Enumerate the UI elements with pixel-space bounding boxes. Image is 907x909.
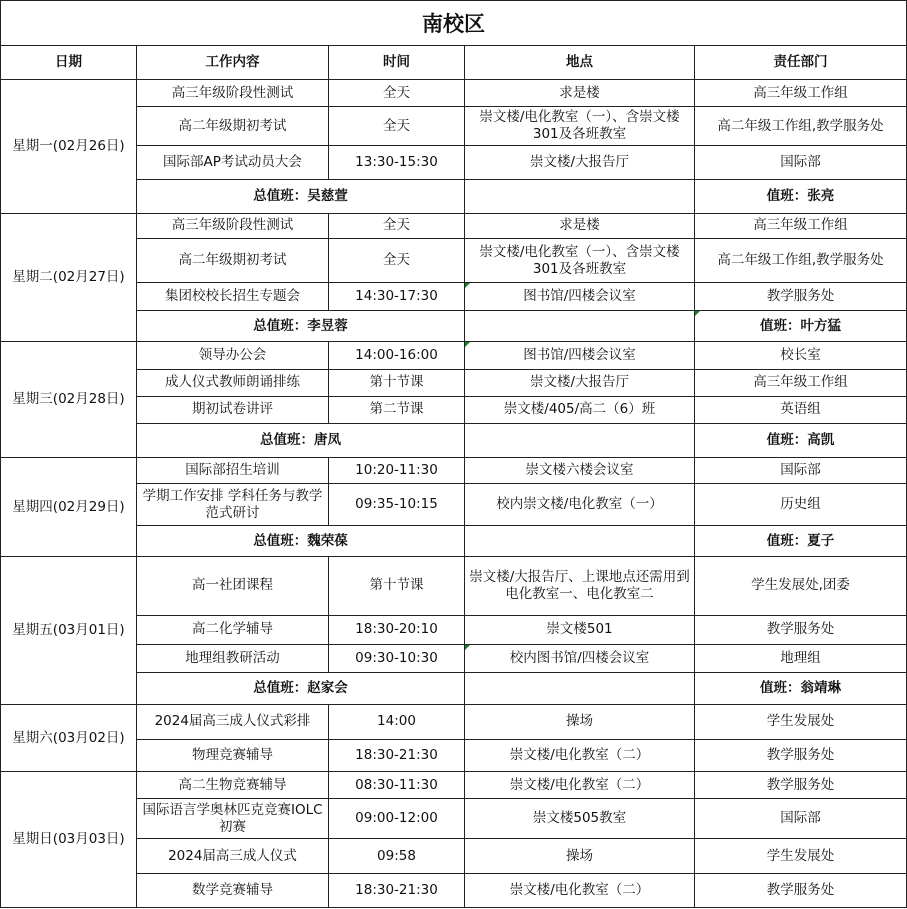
time-cell: 全天	[329, 107, 465, 145]
time-cell: 第十节课	[329, 557, 465, 615]
work-content: 高二生物竞赛辅导	[137, 772, 329, 799]
place-cell: 操场	[465, 839, 695, 873]
time-cell: 全天	[329, 238, 465, 282]
work-content: 物理竞赛辅导	[137, 740, 329, 772]
time-cell: 18:30-21:30	[329, 873, 465, 907]
duty-officer: 值班：夏子	[695, 526, 907, 557]
chief-duty: 总值班：魏荣葆	[137, 526, 465, 557]
work-content: 2024届高三成人仪式彩排	[137, 704, 329, 739]
day-label: 星期一(02月26日)	[1, 80, 137, 214]
work-content: 高三年级阶段性测试	[137, 80, 329, 107]
place-cell: 崇文楼/电化教室（二）	[465, 873, 695, 907]
time-cell: 全天	[329, 213, 465, 238]
place-cell: 崇文楼/大报告厅、上课地点还需用到电化教室一、电化教室二	[465, 557, 695, 615]
place-cell: 图书馆/四楼会议室	[465, 283, 695, 311]
blank-cell	[465, 423, 695, 457]
dept-cell: 高二年级工作组,教学服务处	[695, 238, 907, 282]
day-label: 星期五(03月01日)	[1, 557, 137, 705]
header-dept: 责任部门	[695, 46, 907, 80]
work-content: 期初试卷讲评	[137, 396, 329, 423]
dept-cell: 教学服务处	[695, 283, 907, 311]
header-place: 地点	[465, 46, 695, 80]
place-cell: 崇文楼505教室	[465, 799, 695, 839]
day-label: 星期二(02月27日)	[1, 213, 137, 342]
place-cell: 校内图书馆/四楼会议室	[465, 644, 695, 672]
dept-cell: 国际部	[695, 145, 907, 179]
header-content: 工作内容	[137, 46, 329, 80]
place-cell: 崇文楼/电化教室（一）、含崇文楼301及各班教室	[465, 107, 695, 145]
work-content: 地理组教研活动	[137, 644, 329, 672]
place-cell: 图书馆/四楼会议室	[465, 342, 695, 369]
dept-cell: 教学服务处	[695, 615, 907, 644]
dept-cell: 国际部	[695, 799, 907, 839]
day-label: 星期三(02月28日)	[1, 342, 137, 457]
chief-duty: 总值班：唐凤	[137, 423, 465, 457]
dept-cell: 校长室	[695, 342, 907, 369]
work-content: 高三年级阶段性测试	[137, 213, 329, 238]
dept-cell: 高二年级工作组,教学服务处	[695, 107, 907, 145]
duty-officer: 值班：叶方猛	[695, 311, 907, 342]
dept-cell: 教学服务处	[695, 740, 907, 772]
dept-cell: 国际部	[695, 457, 907, 483]
place-cell: 求是楼	[465, 213, 695, 238]
time-cell: 09:00-12:00	[329, 799, 465, 839]
time-cell: 14:30-17:30	[329, 283, 465, 311]
dept-cell: 学生发展处,团委	[695, 557, 907, 615]
duty-officer: 值班：翁靖琳	[695, 672, 907, 704]
time-cell: 全天	[329, 80, 465, 107]
work-content: 学期工作安排 学科任务与教学范式研讨	[137, 483, 329, 525]
dept-cell: 英语组	[695, 396, 907, 423]
work-content: 成人仪式教师朗诵排练	[137, 369, 329, 396]
header-time: 时间	[329, 46, 465, 80]
place-cell: 崇文楼/405/高二（6）班	[465, 396, 695, 423]
place-cell: 崇文楼/电化教室（二）	[465, 740, 695, 772]
dept-cell: 高三年级工作组	[695, 213, 907, 238]
time-cell: 09:30-10:30	[329, 644, 465, 672]
time-cell: 09:35-10:15	[329, 483, 465, 525]
blank-cell	[465, 311, 695, 342]
dept-cell: 教学服务处	[695, 772, 907, 799]
place-cell: 崇文楼/大报告厅	[465, 145, 695, 179]
work-content: 国际部招生培训	[137, 457, 329, 483]
dept-cell: 学生发展处	[695, 839, 907, 873]
dept-cell: 地理组	[695, 644, 907, 672]
work-content: 高一社团课程	[137, 557, 329, 615]
place-cell: 崇文楼/电化教室（二）	[465, 772, 695, 799]
place-cell: 校内崇文楼/电化教室（一）	[465, 483, 695, 525]
time-cell: 18:30-21:30	[329, 740, 465, 772]
work-content: 高二化学辅导	[137, 615, 329, 644]
dept-cell: 历史组	[695, 483, 907, 525]
work-content: 高二年级期初考试	[137, 238, 329, 282]
place-cell: 崇文楼/电化教室（一）、含崇文楼301及各班教室	[465, 238, 695, 282]
work-content: 数学竞赛辅导	[137, 873, 329, 907]
work-content: 高二年级期初考试	[137, 107, 329, 145]
time-cell: 14:00-16:00	[329, 342, 465, 369]
work-content: 领导办公会	[137, 342, 329, 369]
time-cell: 09:58	[329, 839, 465, 873]
chief-duty: 总值班：李昱蓉	[137, 311, 465, 342]
time-cell: 18:30-20:10	[329, 615, 465, 644]
time-cell: 10:20-11:30	[329, 457, 465, 483]
duty-officer: 值班：张亮	[695, 179, 907, 213]
time-cell: 14:00	[329, 704, 465, 739]
dept-cell: 教学服务处	[695, 873, 907, 907]
blank-cell	[465, 672, 695, 704]
work-content: 国际部AP考试动员大会	[137, 145, 329, 179]
place-cell: 操场	[465, 704, 695, 739]
page-title: 南校区	[1, 1, 907, 46]
work-content: 国际语言学奥林匹克竞赛IOLC初赛	[137, 799, 329, 839]
work-content: 集团校校长招生专题会	[137, 283, 329, 311]
place-cell: 崇文楼六楼会议室	[465, 457, 695, 483]
day-label: 星期日(03月03日)	[1, 772, 137, 908]
time-cell: 13:30-15:30	[329, 145, 465, 179]
header-date: 日期	[1, 46, 137, 80]
time-cell: 第十节课	[329, 369, 465, 396]
place-cell: 崇文楼501	[465, 615, 695, 644]
blank-cell	[465, 526, 695, 557]
time-cell: 第二节课	[329, 396, 465, 423]
time-cell: 08:30-11:30	[329, 772, 465, 799]
day-label: 星期六(03月02日)	[1, 704, 137, 771]
work-content: 2024届高三成人仪式	[137, 839, 329, 873]
dept-cell: 高三年级工作组	[695, 80, 907, 107]
place-cell: 崇文楼/大报告厅	[465, 369, 695, 396]
chief-duty: 总值班：赵家会	[137, 672, 465, 704]
day-label: 星期四(02月29日)	[1, 457, 137, 556]
place-cell: 求是楼	[465, 80, 695, 107]
dept-cell: 高三年级工作组	[695, 369, 907, 396]
dept-cell: 学生发展处	[695, 704, 907, 739]
chief-duty: 总值班：吴慈萱	[137, 179, 465, 213]
duty-officer: 值班：高凯	[695, 423, 907, 457]
blank-cell	[465, 179, 695, 213]
